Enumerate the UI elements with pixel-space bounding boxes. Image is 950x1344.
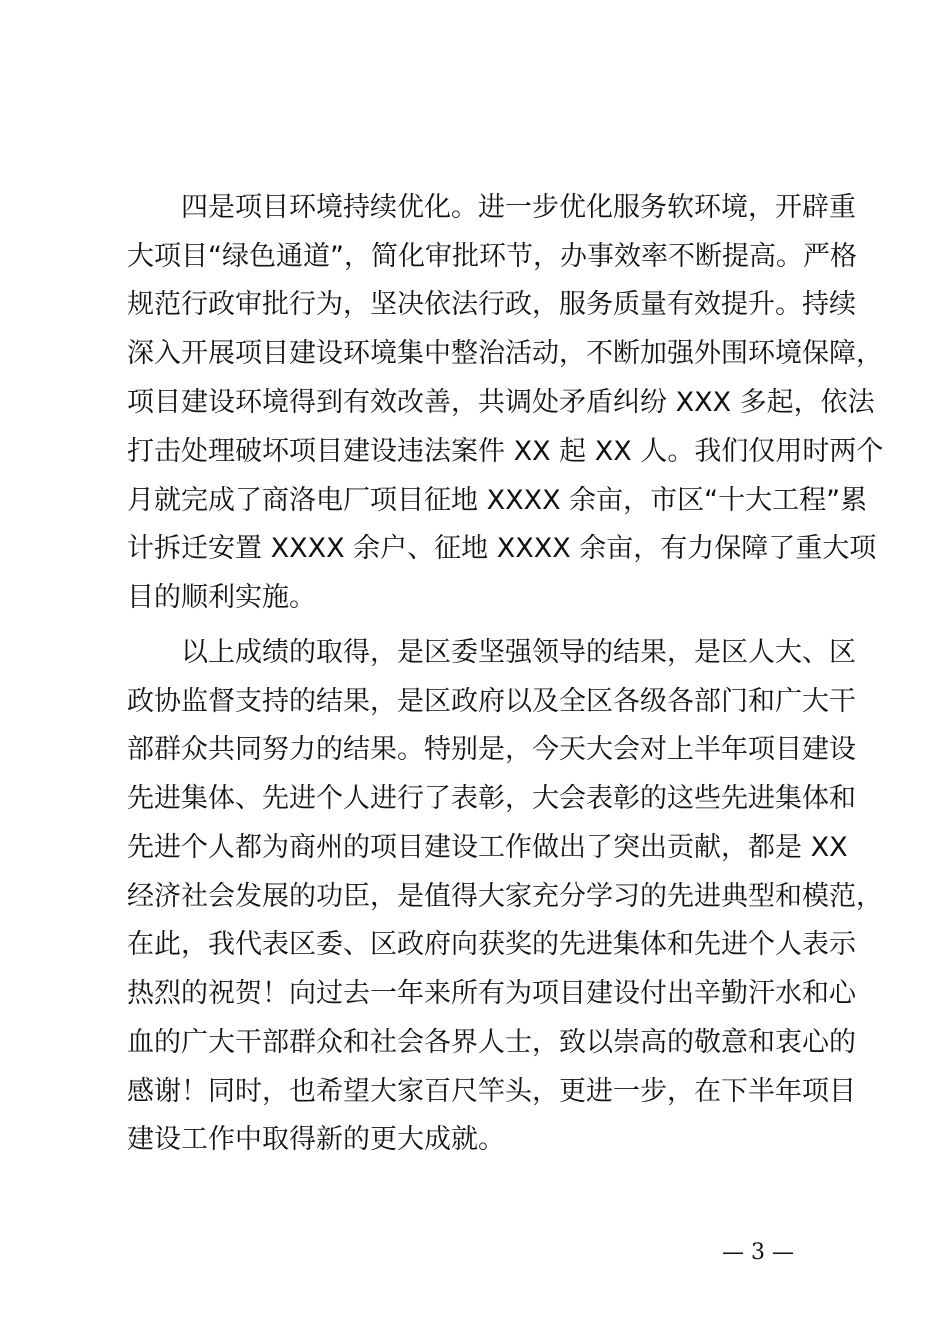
- body-text-line: 部群众共同努力的结果。特别是，今天大会对上半年项目建设: [127, 734, 856, 765]
- body-text-line: 目的顺利实施。: [127, 582, 316, 613]
- body-text-line: 感谢！同时，也希望大家百尺竿头，更进一步，在下半年项目: [127, 1076, 856, 1107]
- page-number: — 3 —: [722, 1240, 794, 1265]
- body-text-line: 规范行政审批行为，坚决依法行政，服务质量有效提升。持续: [127, 289, 856, 320]
- body-text-line: 政协监督支持的结果，是区政府以及全区各级各部门和广大干: [127, 686, 856, 717]
- body-text-line: 热烈的祝贺！向过去一年来所有为项目建设付出辛勤汗水和心: [127, 978, 856, 1009]
- body-text-line: 先进集体、先进个人进行了表彰，大会表彰的这些先进集体和: [127, 783, 856, 814]
- body-text-line: 计拆迁安置 XXXX 余户、征地 XXXX 余亩，有力保障了重大项: [127, 533, 877, 564]
- body-text-line: 项目建设环境得到有效改善，共调处矛盾纠纷 XXX 多起，依法: [127, 387, 875, 418]
- body-text-line: 月就完成了商洛电厂项目征地 XXXX 余亩，市区“十大工程”累: [127, 485, 868, 516]
- body-text-line: 建设工作中取得新的更大成就。: [127, 1124, 505, 1155]
- body-text-line: 打击处理破坏项目建设违法案件 XX 起 XX 人。我们仅用时两个: [127, 436, 884, 467]
- body-text-line: 在此，我代表区委、区政府向获奖的先进集体和先进个人表示: [127, 929, 856, 960]
- body-text-line: 大项目“绿色通道”，简化审批环节，办事效率不断提高。严格: [127, 241, 857, 272]
- body-text-line: 深入开展项目建设环境集中整治活动，不断加强外围环境保障，: [127, 338, 883, 369]
- body-text-line: 以上成绩的取得，是区委坚强领导的结果，是区人大、区: [127, 637, 856, 668]
- body-text-line: 四是项目环境持续优化。进一步优化服务软环境，开辟重: [127, 192, 856, 223]
- body-text-line: 先进个人都为商州的项目建设工作做出了突出贡献，都是 XX: [127, 832, 848, 863]
- body-text-line: 经济社会发展的功臣，是值得大家充分学习的先进典型和模范，: [127, 881, 883, 912]
- body-text-line: 血的广大干部群众和社会各界人士，致以崇高的敬意和衷心的: [127, 1027, 856, 1058]
